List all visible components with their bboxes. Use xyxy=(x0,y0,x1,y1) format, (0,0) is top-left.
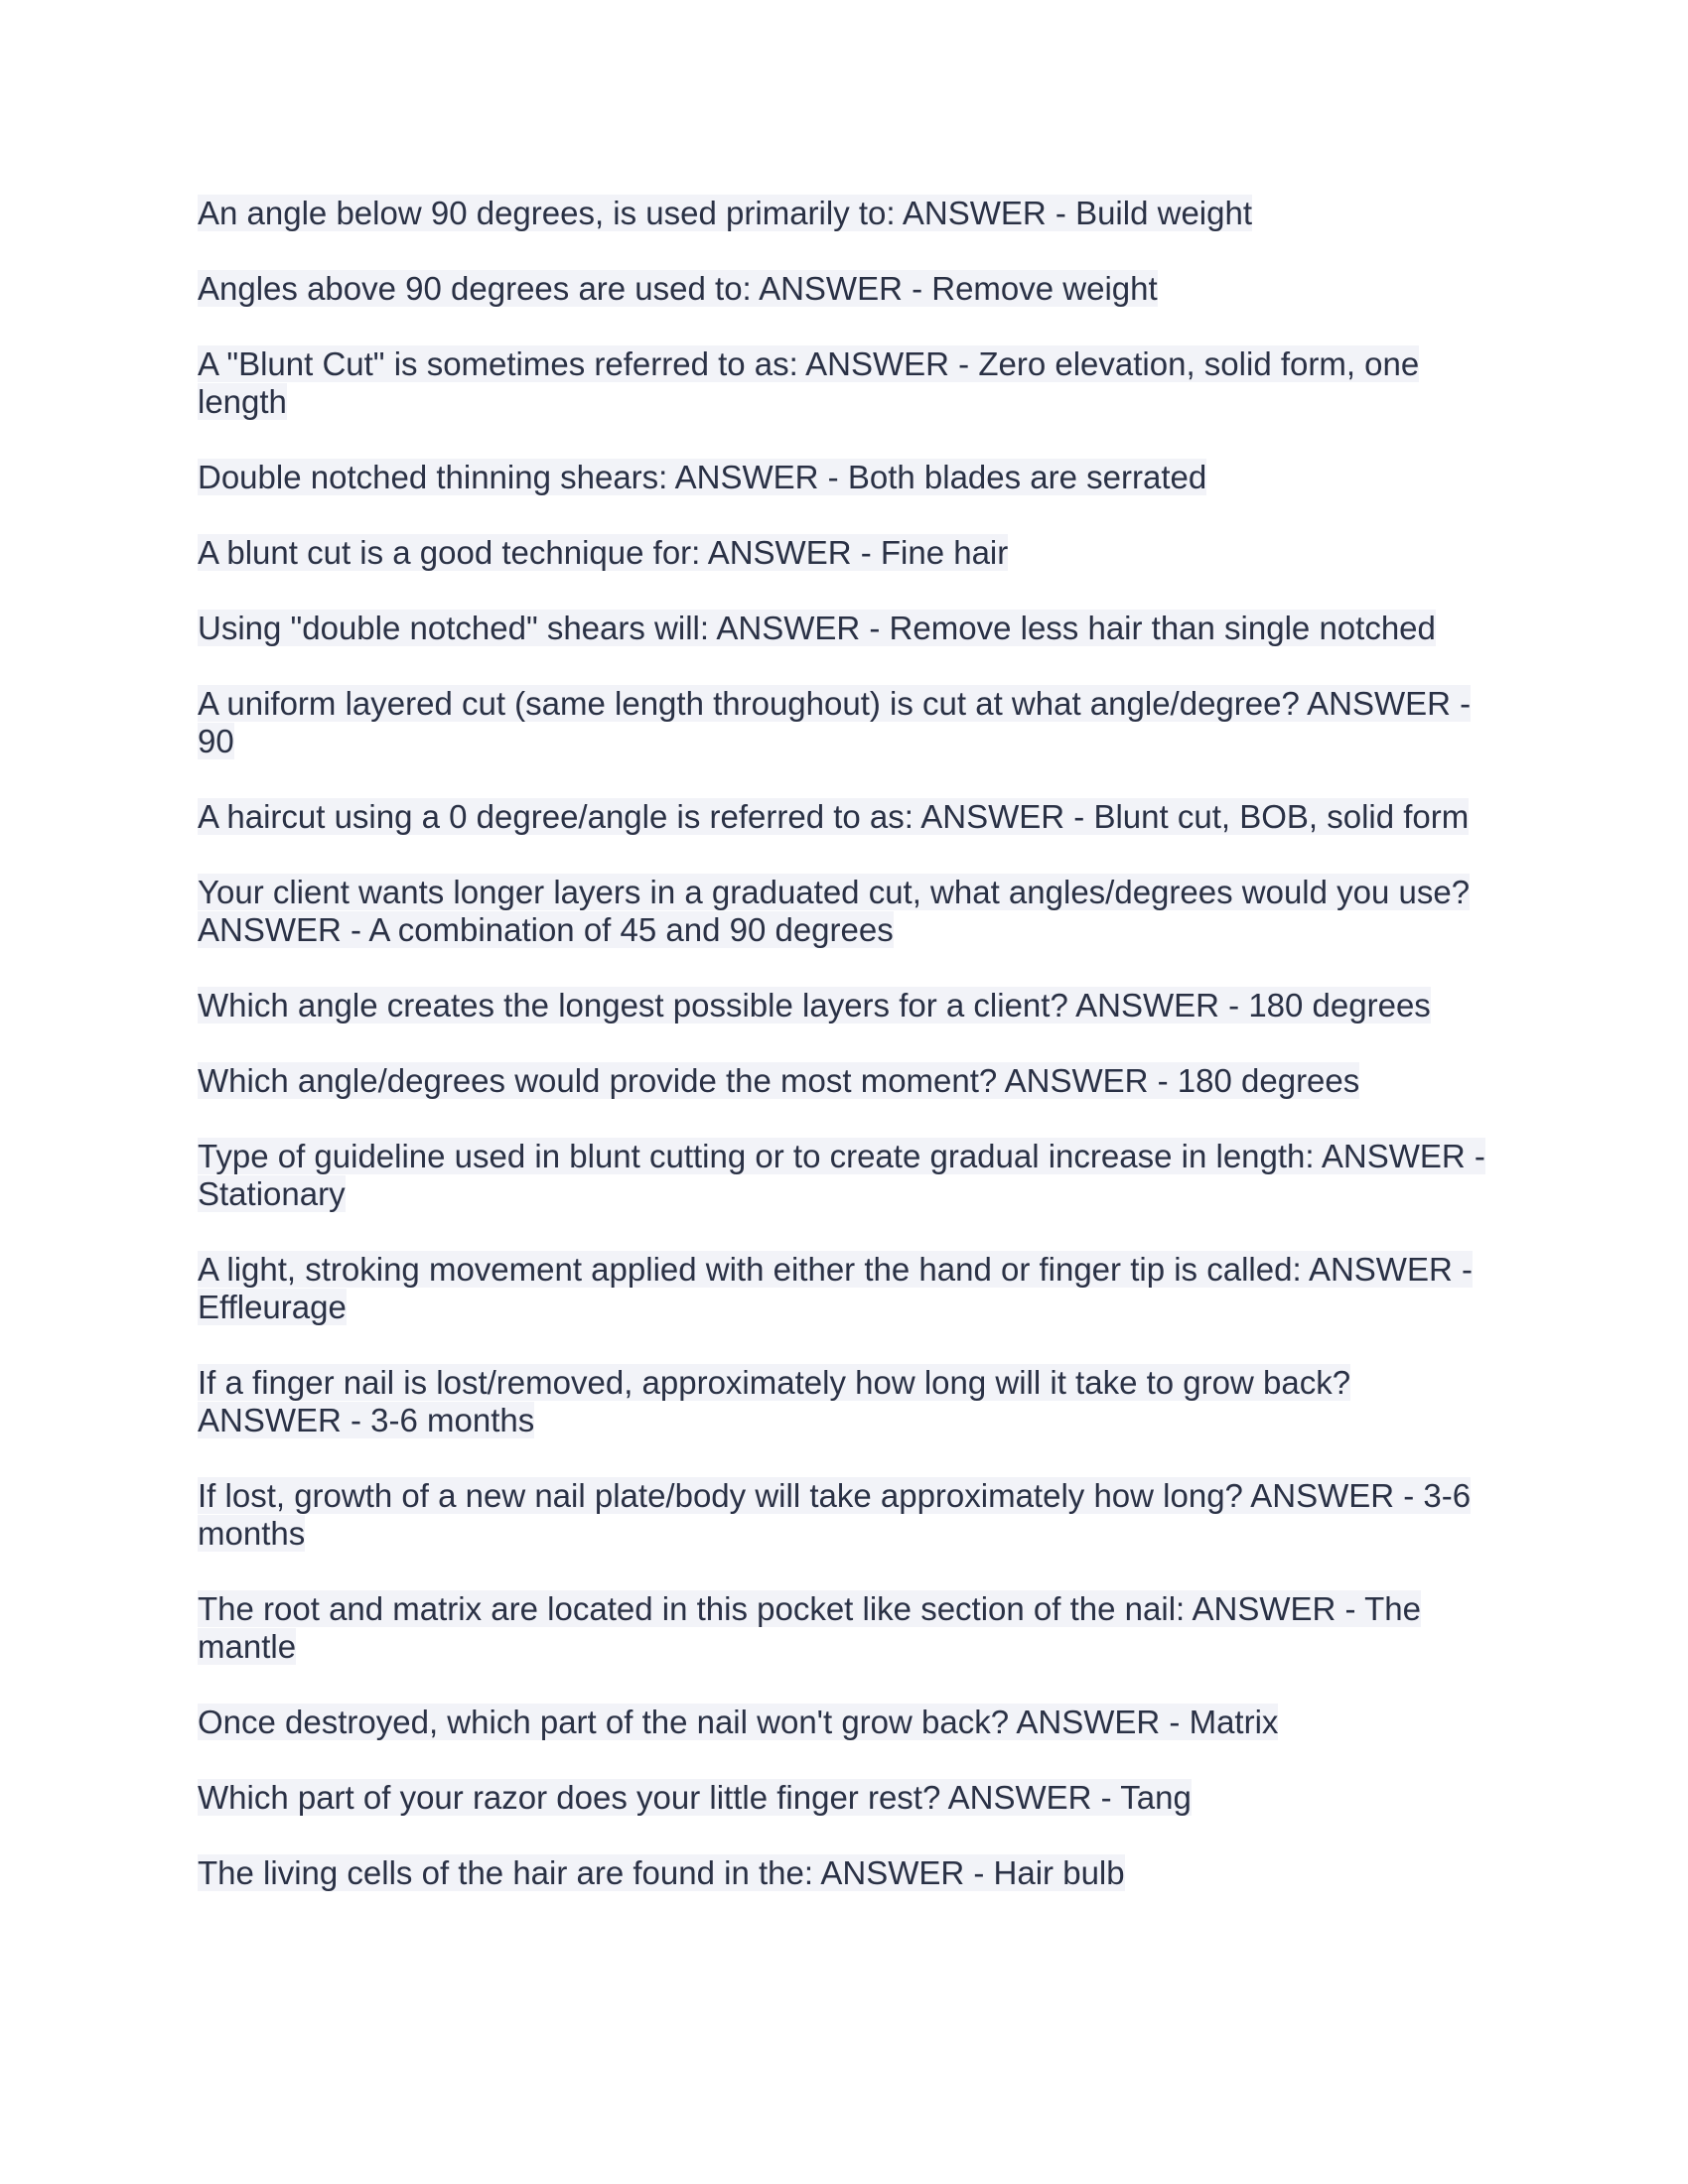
qa-item xyxy=(198,874,1488,949)
qa-item xyxy=(198,1779,1488,1817)
qa-text: If a finger nail is lost/removed, approximately how long will it take to grow back? ANSWER - 3-6 months xyxy=(198,1364,1351,1438)
qa-item xyxy=(198,685,1488,760)
qa-item xyxy=(198,195,1488,232)
qa-item xyxy=(198,610,1488,647)
qa-item xyxy=(198,1854,1488,1892)
qa-item xyxy=(198,1590,1488,1666)
qa-text: Angles above 90 degrees are used to: ANSWER - Remove weight xyxy=(198,270,1158,307)
qa-item xyxy=(198,270,1488,308)
qa-text: Your client wants longer layers in a graduated cut, what angles/degrees would you use? ANSWER - A combination of 45 and 90 degrees xyxy=(198,874,1471,948)
qa-item xyxy=(198,1138,1488,1213)
qa-item xyxy=(198,987,1488,1024)
qa-text: Which angle creates the longest possible layers for a client? ANSWER - 180 degrees xyxy=(198,987,1431,1024)
qa-item xyxy=(198,459,1488,496)
qa-text: Double notched thinning shears: ANSWER - Both blades are serrated xyxy=(198,459,1207,495)
qa-item xyxy=(198,1477,1488,1553)
qa-text: A haircut using a 0 degree/angle is referred to as: ANSWER - Blunt cut, BOB, solid form xyxy=(198,798,1470,835)
qa-item xyxy=(198,1251,1488,1326)
qa-item xyxy=(198,1364,1488,1439)
qa-text: The living cells of the hair are found in the: ANSWER - Hair bulb xyxy=(198,1854,1125,1891)
qa-text: Once destroyed, which part of the nail won't grow back? ANSWER - Matrix xyxy=(198,1704,1279,1740)
qa-item xyxy=(198,345,1488,421)
qa-text: Which part of your razor does your little finger rest? ANSWER - Tang xyxy=(198,1779,1192,1816)
qa-text: A uniform layered cut (same length throughout) is cut at what angle/degree? ANSWER - 90 xyxy=(198,685,1472,759)
qa-item xyxy=(198,1062,1488,1100)
qa-list xyxy=(198,195,1488,1930)
qa-item xyxy=(198,1704,1488,1741)
qa-text: Type of guideline used in blunt cutting or to create gradual increase in length: ANSWER - Stationary xyxy=(198,1138,1485,1212)
qa-item xyxy=(198,798,1488,836)
qa-text: A "Blunt Cut" is sometimes referred to as: ANSWER - Zero elevation, solid form, one length xyxy=(198,345,1420,420)
qa-text: Using "double notched" shears will: ANSWER - Remove less hair than single notched xyxy=(198,610,1436,646)
qa-text: An angle below 90 degrees, is used primarily to: ANSWER - Build weight xyxy=(198,195,1253,231)
qa-text: If lost, growth of a new nail plate/body will take approximately how long? ANSWER - 3-6 months xyxy=(198,1477,1472,1552)
qa-item xyxy=(198,534,1488,572)
qa-text: Which angle/degrees would provide the most moment? ANSWER - 180 degrees xyxy=(198,1062,1360,1099)
qa-text: A light, stroking movement applied with either the hand or finger tip is called: ANSWER - Effleurage xyxy=(198,1251,1473,1325)
qa-text: The root and matrix are located in this pocket like section of the nail: ANSWER - The mantle xyxy=(198,1590,1421,1665)
qa-text: A blunt cut is a good technique for: ANSWER - Fine hair xyxy=(198,534,1009,571)
